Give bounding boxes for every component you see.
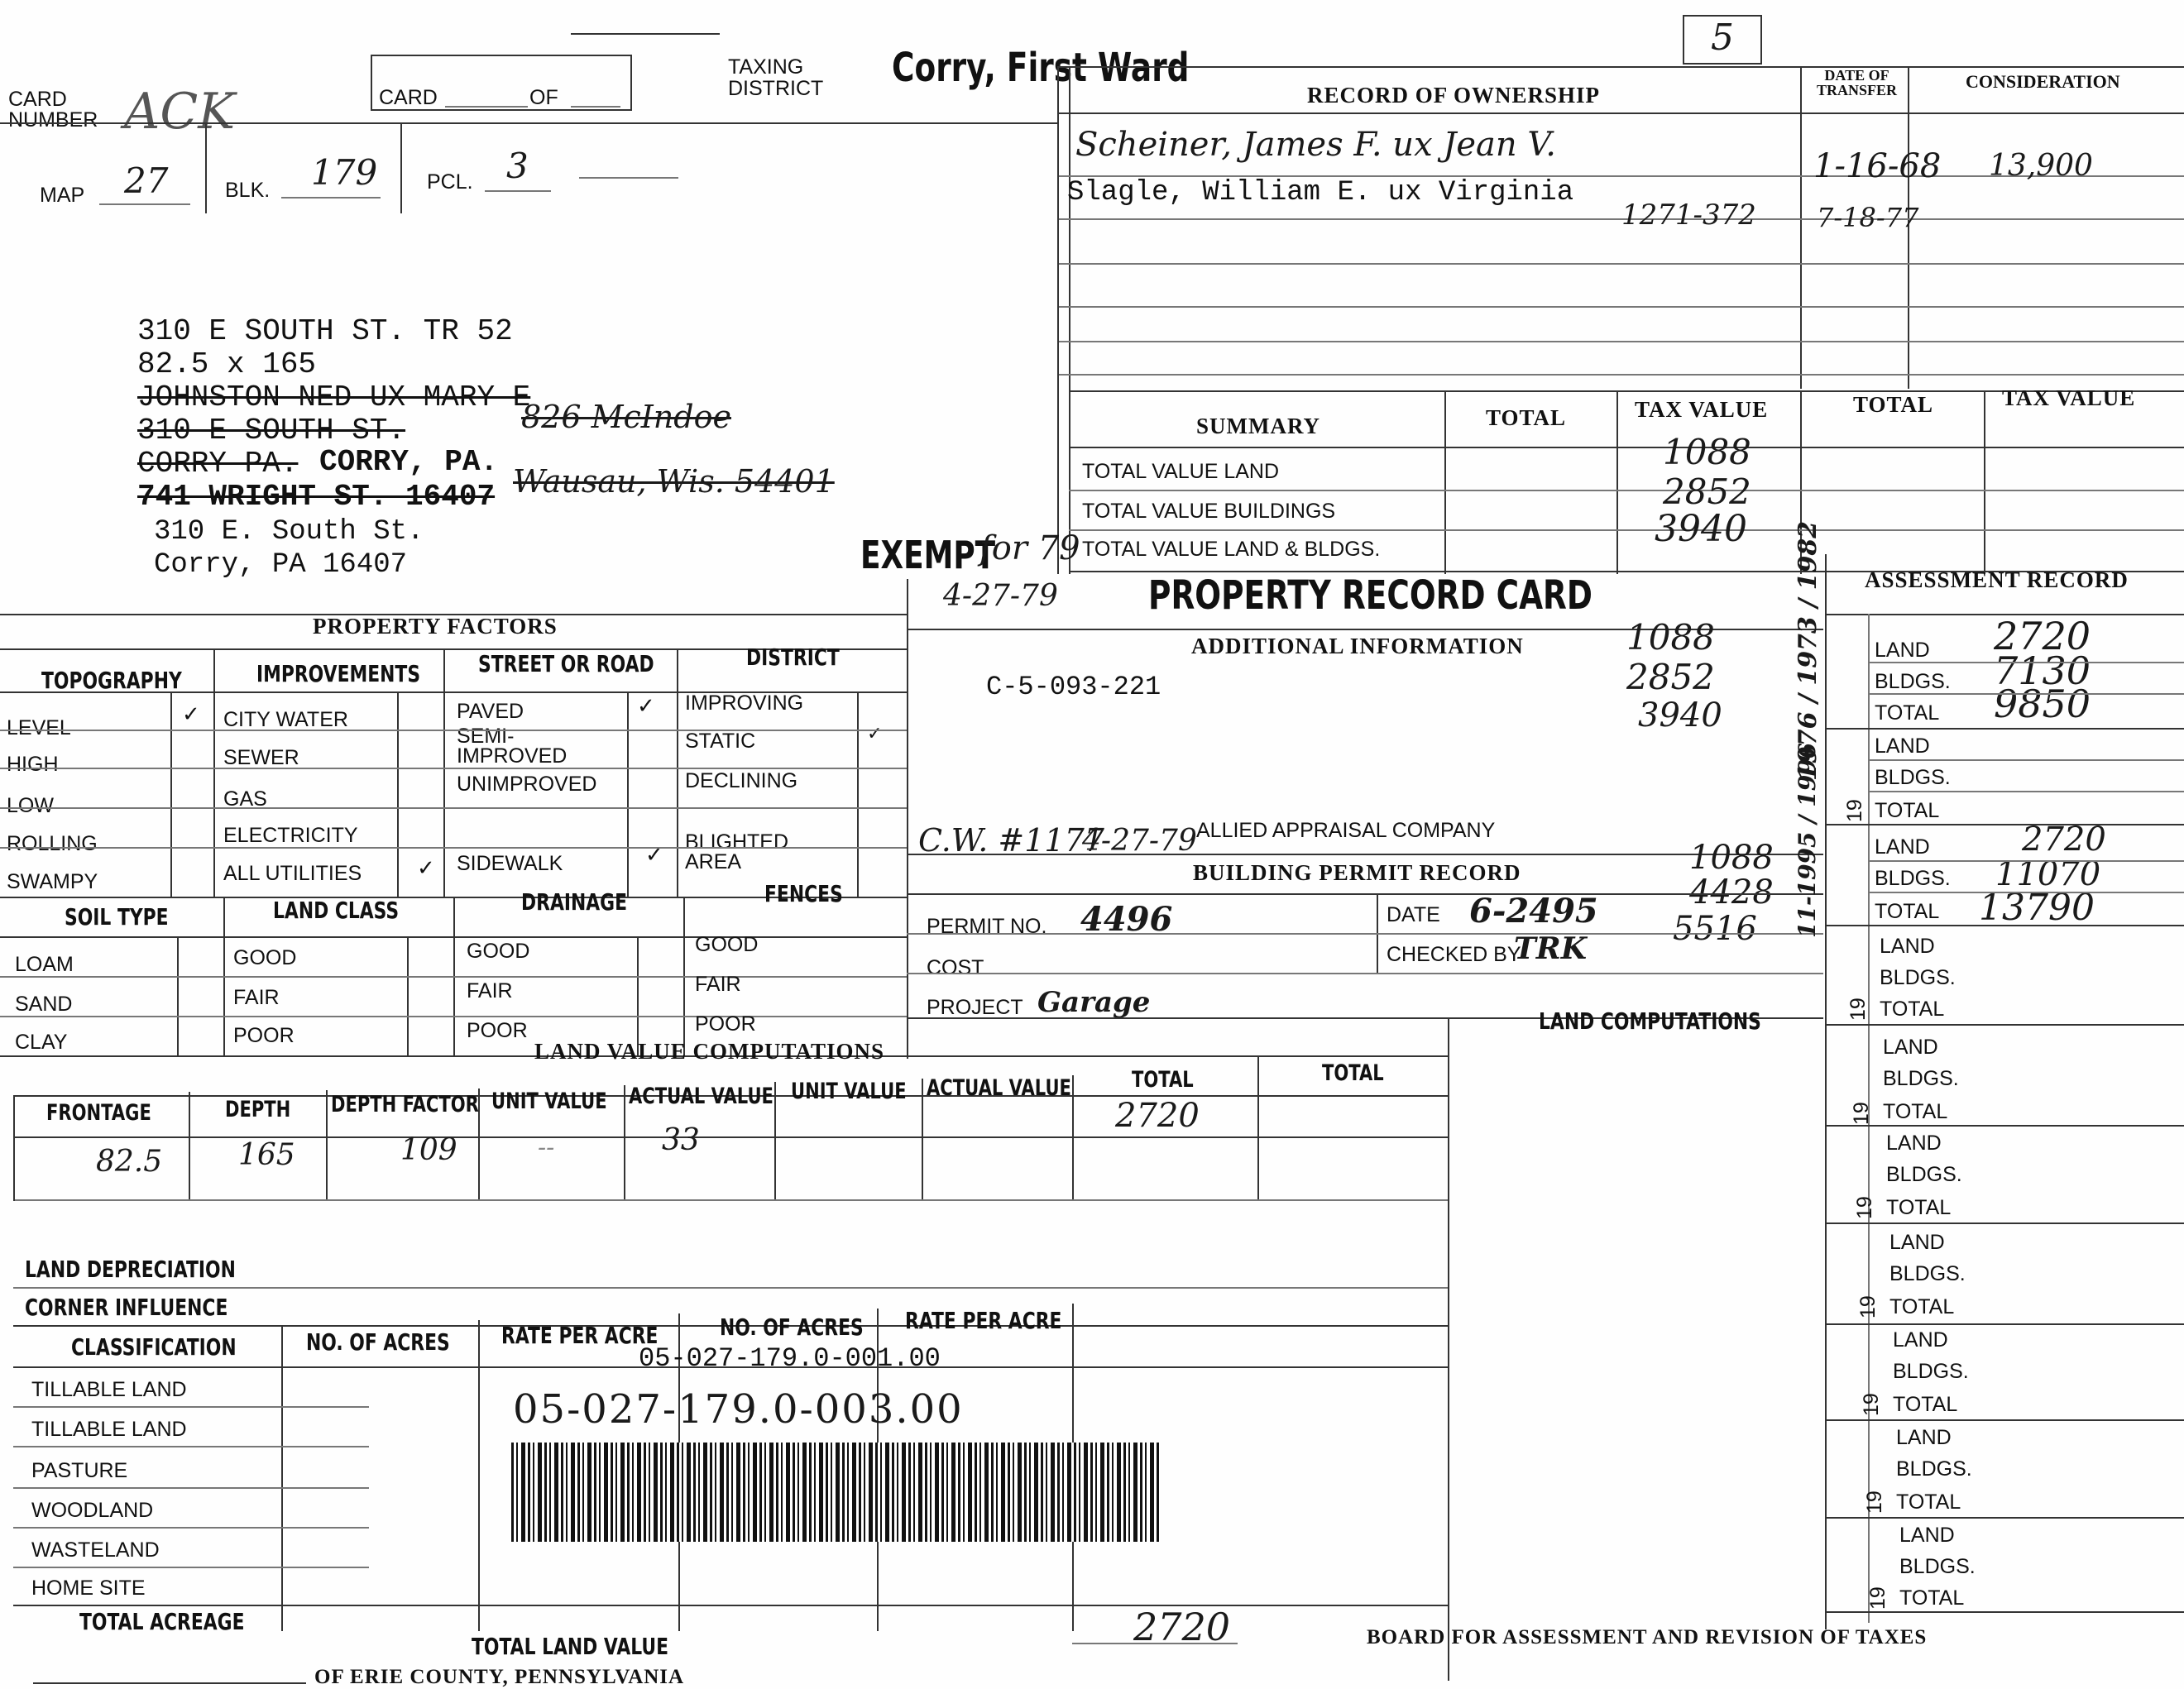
soil-loam: LOAM bbox=[15, 953, 74, 976]
landclass-fair: FAIR bbox=[233, 986, 280, 1009]
actual-value-value: 33 bbox=[662, 1123, 700, 1157]
street-sidewalk: SIDEWALK bbox=[457, 852, 563, 875]
assess-2-land-label: LAND bbox=[1875, 734, 1930, 758]
assess-1-land-value: 2720 bbox=[1994, 614, 2091, 658]
assess-7-total-label: TOTAL bbox=[1889, 1295, 1955, 1318]
land-value-title: LAND VALUE COMPUTATIONS bbox=[534, 1039, 885, 1064]
exempt-hw: for 79 bbox=[979, 529, 1080, 567]
pcl-value: 3 bbox=[506, 146, 529, 186]
topography-title: TOPOGRAPHY bbox=[41, 667, 182, 694]
drainage-poor: POOR bbox=[467, 1019, 528, 1042]
assess-9-land-label: LAND bbox=[1896, 1426, 1952, 1449]
permit-no-label: PERMIT NO. bbox=[927, 915, 1047, 938]
assess-3-land-value: 2720 bbox=[2022, 821, 2106, 859]
total-acreage-label: TOTAL ACREAGE bbox=[79, 1608, 245, 1635]
assess-5-year: 19 bbox=[1850, 1102, 1873, 1125]
district-blighted: BLIGHTED AREA bbox=[685, 830, 789, 873]
additional-cw-date: 4-27-79 bbox=[1082, 824, 1197, 858]
owner-row-2: Slagle, William E. ux Virginia bbox=[1067, 177, 1574, 208]
drainage-fair: FAIR bbox=[467, 979, 513, 1002]
topo-rolling: ROLLING bbox=[7, 832, 98, 855]
additional-company: ALLIED APPRAISAL COMPANY bbox=[1196, 819, 1496, 842]
owner-row-1-consideration: 13,900 bbox=[1989, 149, 2093, 183]
assess-7-land-label: LAND bbox=[1889, 1231, 1945, 1254]
permit-checked-value: TRK bbox=[1514, 931, 1587, 966]
landclass-poor: POOR bbox=[233, 1024, 295, 1047]
summary-total-label-2: TOTAL bbox=[1853, 392, 1934, 417]
no-acres-label-1: NO. OF ACRES bbox=[306, 1328, 450, 1356]
summary-row-land-label: TOTAL VALUE LAND bbox=[1082, 460, 1280, 483]
summary-row-bldgs-label: TOTAL VALUE BUILDINGS bbox=[1082, 500, 1336, 523]
topo-swampy: SWAMPY bbox=[7, 870, 98, 893]
assess-10-year: 19 bbox=[1866, 1586, 1889, 1610]
card-label: CARD bbox=[379, 86, 438, 109]
address-line-1: 310 E SOUTH ST. TR 52 bbox=[137, 314, 513, 348]
owner-row-1-date: 1-16-68 bbox=[1813, 147, 1942, 185]
assess-1-total-label: TOTAL bbox=[1875, 701, 1940, 725]
summary-row-land-value: 1088 bbox=[1663, 432, 1751, 472]
assess-1-year: 1976 / 1973 / 1982 bbox=[1794, 520, 1822, 781]
assess-3-bldgs-value: 11070 bbox=[1995, 855, 2101, 893]
depth-value: 165 bbox=[238, 1138, 295, 1172]
of-label: OF bbox=[529, 86, 558, 109]
address-hw-wausau: Wausau, Wis. 54401 bbox=[513, 463, 835, 500]
additional-title: ADDITIONAL INFORMATION bbox=[1191, 634, 1524, 658]
address-struck-4: 741 WRIGHT ST. 16407 bbox=[137, 480, 496, 514]
drainage-title: DRAINAGE bbox=[521, 888, 628, 916]
owner-row-3-date: 7-18-77 bbox=[1817, 202, 1919, 233]
col-frontage: FRONTAGE bbox=[46, 1100, 151, 1126]
soil-title: SOIL TYPE bbox=[65, 903, 169, 931]
parcel-number-printed: 05-027-179.0-001.00 bbox=[639, 1343, 941, 1374]
assess-1-bldgs-label: BLDGS. bbox=[1875, 670, 1951, 693]
land-depreciation-label: LAND DEPRECIATION bbox=[25, 1256, 236, 1283]
taxing-district-value: Corry, First Ward bbox=[892, 45, 1190, 91]
permit-project-value: Garage bbox=[1037, 986, 1151, 1019]
col-actual-value-2: ACTUAL VALUE bbox=[927, 1075, 1071, 1101]
assess-10-total-label: TOTAL bbox=[1899, 1586, 1965, 1610]
fences-title: FENCES bbox=[764, 880, 843, 907]
summary-tax-value-label-2: TAX VALUE bbox=[2002, 385, 2136, 410]
assess-9-bldgs-label: BLDGS. bbox=[1896, 1457, 1972, 1481]
address-struck-1: JOHNSTON NED UX MARY E bbox=[137, 380, 531, 414]
owner-row-3: 1271-372 bbox=[1621, 199, 1756, 232]
card-number-label: CARD NUMBER bbox=[8, 88, 98, 132]
improvement-electricity: ELECTRICITY bbox=[223, 824, 358, 847]
card-number-value: ACK bbox=[124, 83, 236, 141]
assess-6-year: 19 bbox=[1853, 1196, 1876, 1219]
improvements-title: IMPROVEMENTS bbox=[256, 660, 421, 687]
street-paved-check: ✓ bbox=[637, 693, 655, 718]
fences-poor: POOR bbox=[695, 1012, 756, 1036]
factors-title: PROPERTY FACTORS bbox=[313, 614, 558, 639]
total-land-value-label: TOTAL LAND VALUE bbox=[472, 1633, 669, 1660]
page-box-value: 5 bbox=[1711, 17, 1734, 59]
sidewalk-check: ✓ bbox=[645, 842, 663, 867]
assess-5-bldgs-label: BLDGS. bbox=[1883, 1067, 1959, 1090]
rate-per-acre-label-1: RATE PER ACRE bbox=[501, 1322, 659, 1349]
address-new-line-1: 310 E. South St. bbox=[154, 516, 424, 548]
consideration-label: CONSIDERATION bbox=[1966, 71, 2120, 92]
acreage-row-tillable-2: TILLABLE LAND bbox=[31, 1418, 187, 1441]
fences-fair: FAIR bbox=[695, 973, 741, 996]
classification-label: CLASSIFICATION bbox=[71, 1333, 237, 1361]
permit-date-label: DATE bbox=[1387, 903, 1440, 926]
summary-row-total-value: 3940 bbox=[1655, 508, 1747, 550]
topo-level-check: ✓ bbox=[182, 701, 200, 726]
additional-n1: 1088 bbox=[1626, 617, 1715, 658]
additional-cw-note: C.W. #1177 bbox=[918, 822, 1104, 859]
district-improving: IMPROVING bbox=[685, 691, 804, 715]
taxing-district-label: TAXING DISTRICT bbox=[728, 55, 824, 100]
permit-title: BUILDING PERMIT RECORD bbox=[1193, 860, 1521, 885]
acreage-row-tillable-1: TILLABLE LAND bbox=[31, 1378, 187, 1401]
depth-factor-value: 109 bbox=[400, 1133, 457, 1167]
assess-7-year: 19 bbox=[1856, 1295, 1880, 1318]
address-struck-2: 310 E SOUTH ST. bbox=[137, 414, 406, 447]
no-acres-label-2: NO. OF ACRES bbox=[720, 1313, 864, 1341]
permit-cost-label: COST bbox=[927, 956, 984, 979]
assess-7-bldgs-label: BLDGS. bbox=[1889, 1262, 1966, 1285]
map-value: 27 bbox=[124, 160, 169, 201]
blk-label: BLK. bbox=[225, 179, 271, 202]
exempt-stamp: EXEMPT bbox=[860, 533, 996, 577]
blk-value: 179 bbox=[311, 152, 378, 193]
soil-clay: CLAY bbox=[15, 1031, 68, 1054]
col-actual-value-1: ACTUAL VALUE bbox=[629, 1084, 774, 1109]
additional-code: C-5-093-221 bbox=[986, 672, 1161, 702]
acreage-row-home-site: HOME SITE bbox=[31, 1577, 146, 1600]
assess-1-land-label: LAND bbox=[1875, 639, 1930, 662]
improvement-gas: GAS bbox=[223, 787, 267, 811]
assess-3-land-label: LAND bbox=[1875, 835, 1930, 859]
footer-county: OF ERIE COUNTY, PENNSYLVANIA bbox=[314, 1666, 685, 1688]
pcl-label: PCL. bbox=[427, 170, 473, 194]
date-transfer-label: DATE OF TRANSFER bbox=[1817, 67, 1898, 98]
permit-date-value: 6-2495 bbox=[1469, 892, 1598, 931]
permit-v3: 5516 bbox=[1673, 910, 1757, 948]
assess-5-land-label: LAND bbox=[1883, 1036, 1938, 1059]
topo-high: HIGH bbox=[7, 753, 59, 776]
assess-5-total-label: TOTAL bbox=[1883, 1100, 1948, 1123]
card-title: PROPERTY RECORD CARD bbox=[1148, 572, 1592, 619]
col-unit-value-2: UNIT VALUE bbox=[791, 1079, 907, 1104]
assess-4-land-label: LAND bbox=[1880, 935, 1935, 958]
permit-checked-label: CHECKED BY bbox=[1387, 943, 1521, 966]
permit-no-value: 4496 bbox=[1080, 900, 1173, 939]
assess-8-total-label: TOTAL bbox=[1893, 1393, 1958, 1416]
landclass-good: GOOD bbox=[233, 946, 297, 969]
assess-4-bldgs-label: BLDGS. bbox=[1880, 966, 1956, 989]
col-total-2: TOTAL bbox=[1322, 1060, 1384, 1086]
assess-10-bldgs-label: BLDGS. bbox=[1899, 1555, 1976, 1578]
street-paved: PAVED bbox=[457, 700, 524, 723]
address-line-2: 82.5 x 165 bbox=[137, 347, 317, 381]
fences-good: GOOD bbox=[695, 933, 759, 956]
assess-3-bldgs-label: BLDGS. bbox=[1875, 867, 1951, 890]
assess-6-land-label: LAND bbox=[1886, 1132, 1942, 1155]
landclass-title: LAND CLASS bbox=[273, 897, 400, 924]
assess-4-year: 19 bbox=[1846, 998, 1870, 1021]
soil-sand: SAND bbox=[15, 993, 73, 1016]
summary-tax-value-label: TAX VALUE bbox=[1635, 397, 1769, 422]
assess-3-total-value: 13790 bbox=[1979, 887, 2095, 929]
summary-total-label: TOTAL bbox=[1486, 405, 1567, 430]
assess-8-year: 19 bbox=[1860, 1393, 1883, 1416]
assess-8-land-label: LAND bbox=[1893, 1328, 1948, 1352]
district-static-check: ✓ bbox=[867, 723, 883, 744]
rate-per-acre-label-2: RATE PER ACRE bbox=[905, 1307, 1062, 1334]
parcel-number-handwritten: 05-027-179.0-003.00 bbox=[513, 1386, 964, 1433]
improvement-all-utilities: ALL UTILITIES bbox=[223, 862, 362, 885]
district-title: DISTRICT bbox=[746, 644, 840, 671]
total-value: 2720 bbox=[1115, 1097, 1200, 1135]
summary-row-total-label: TOTAL VALUE LAND & BLDGS. bbox=[1082, 538, 1381, 561]
col-unit-value-1: UNIT VALUE bbox=[491, 1089, 607, 1114]
topo-level: LEVEL bbox=[7, 716, 71, 739]
map-label: MAP bbox=[40, 184, 85, 207]
assess-9-total-label: TOTAL bbox=[1896, 1490, 1961, 1514]
address-corry: CORRY, PA. bbox=[319, 445, 499, 479]
street-title: STREET OR ROAD bbox=[478, 650, 654, 677]
assess-2-bldgs-label: BLDGS. bbox=[1875, 766, 1951, 789]
assess-2-total-label: TOTAL bbox=[1875, 799, 1940, 822]
summary-title: SUMMARY bbox=[1196, 414, 1321, 438]
assess-4-total-label: TOTAL bbox=[1880, 998, 1945, 1021]
assessment-title: ASSESSMENT RECORD bbox=[1865, 567, 2129, 592]
improvement-sewer: SEWER bbox=[223, 746, 299, 769]
street-unimproved: UNIMPROVED bbox=[457, 773, 597, 796]
topo-low: LOW bbox=[7, 794, 54, 817]
drainage-good: GOOD bbox=[467, 940, 530, 963]
assess-3-total-label: TOTAL bbox=[1875, 900, 1940, 923]
permit-v2: 4428 bbox=[1689, 873, 1774, 911]
frontage-value: 82.5 bbox=[96, 1145, 163, 1179]
col-total-1: TOTAL bbox=[1132, 1067, 1194, 1093]
street-semi-improved: SEMI- IMPROVED bbox=[457, 725, 568, 768]
additional-n3: 3940 bbox=[1638, 696, 1722, 734]
acreage-row-wasteland: WASTELAND bbox=[31, 1538, 160, 1562]
address-struck-3: CORRY PA. bbox=[137, 447, 299, 481]
acreage-row-pasture: PASTURE bbox=[31, 1459, 128, 1482]
assess-8-bldgs-label: BLDGS. bbox=[1893, 1360, 1969, 1383]
col-depth-factor: DEPTH FACTOR bbox=[331, 1092, 479, 1117]
district-static: STATIC bbox=[685, 730, 756, 753]
barcode bbox=[511, 1443, 1160, 1542]
assess-9-year: 19 bbox=[1863, 1490, 1886, 1514]
address-hw-mcindoe: 826 McIndoe bbox=[521, 399, 731, 435]
assess-6-bldgs-label: BLDGS. bbox=[1886, 1163, 1962, 1186]
total-land-value-amount: 2720 bbox=[1133, 1605, 1231, 1649]
address-new-line-2: Corry, PA 16407 bbox=[154, 549, 408, 581]
permit-project-label: PROJECT bbox=[927, 996, 1023, 1019]
improvement-city-water: CITY WATER bbox=[223, 708, 348, 731]
assess-2-year: 19 bbox=[1843, 799, 1866, 822]
district-declining: DECLINING bbox=[685, 769, 798, 792]
assess-6-total-label: TOTAL bbox=[1886, 1196, 1952, 1219]
exempt-date: 4-27-79 bbox=[943, 579, 1058, 613]
acreage-row-woodland: WOODLAND bbox=[31, 1499, 154, 1522]
owner-row-1: Scheiner, James F. ux Jean V. bbox=[1075, 126, 1556, 164]
summary-row-bldgs-value: 2852 bbox=[1663, 471, 1751, 512]
assess-3-year: 11-1995 / 1996 bbox=[1794, 742, 1821, 938]
unit-value-value: -- bbox=[538, 1133, 555, 1162]
land-computations-title: LAND COMPUTATIONS bbox=[1539, 1007, 1761, 1035]
permit-v1: 1088 bbox=[1689, 839, 1774, 877]
corner-influence-label: CORNER INFLUENCE bbox=[25, 1294, 228, 1321]
assess-10-land-label: LAND bbox=[1899, 1524, 1955, 1547]
assess-1-total-value: 9850 bbox=[1994, 682, 2091, 726]
all-utilities-check: ✓ bbox=[417, 855, 435, 880]
additional-n2: 2852 bbox=[1626, 657, 1715, 697]
assess-1-bldgs-value: 7130 bbox=[1994, 648, 2091, 693]
col-depth: DEPTH bbox=[225, 1097, 291, 1122]
footer-board: BOARD FOR ASSESSMENT AND REVISION OF TAXES bbox=[1367, 1626, 1928, 1648]
ownership-title: RECORD OF OWNERSHIP bbox=[1307, 83, 1601, 108]
